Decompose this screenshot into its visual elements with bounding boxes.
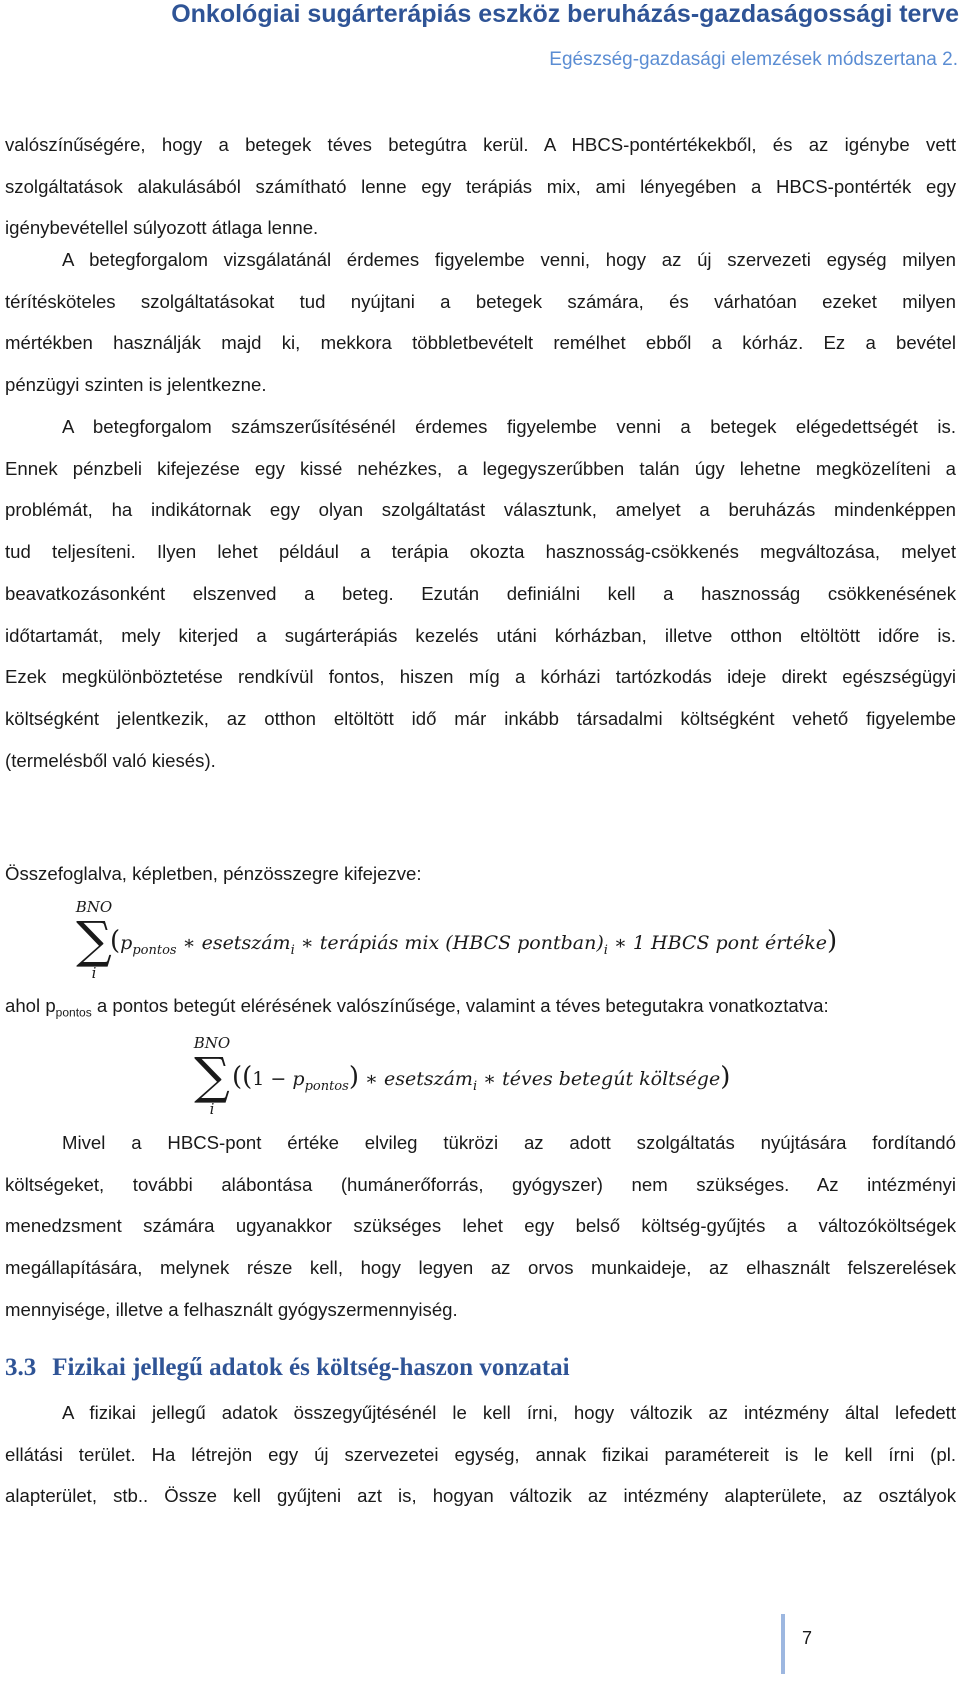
var-p: p bbox=[292, 1068, 305, 1090]
sum-lower-limit: i bbox=[209, 1100, 215, 1118]
subscript-i: i bbox=[472, 1078, 478, 1094]
paragraph-1 bbox=[5, 124, 956, 249]
subscript-i: i bbox=[603, 942, 608, 958]
sigma-glyph: ∑ bbox=[194, 1047, 230, 1105]
paragraph-3 bbox=[5, 406, 956, 781]
text-line: (termelésből való kiesés). bbox=[5, 749, 216, 771]
text-line: valószínűségére, hogy a betegek téves betegútra kerül. A HBCS-pontértékekből, és az igénybe vett bbox=[5, 134, 956, 155]
ahol-line bbox=[5, 995, 829, 1020]
text-line: térítésköteles szolgáltatásokat tud nyújtani a betegek számára, és várhatóan ezeket milyen bbox=[5, 290, 956, 312]
term-one-minus: 1 − bbox=[252, 1068, 293, 1090]
section-heading bbox=[5, 1354, 570, 1382]
close-paren: ) bbox=[826, 926, 838, 956]
term-terapias-mix: ∗ terápiás mix (HBCS pontban) bbox=[294, 932, 604, 954]
text-line: A betegforgalom vizsgálatánál érdemes figyelembe venni, hogy az új szervezeti egység milyen bbox=[62, 249, 956, 270]
term-esetszam: ∗ esetszám bbox=[176, 932, 291, 954]
text-line: Ennek pénzbeli kifejezése egy kissé nehézkes, a legegyszerűbben talán úgy lehetne megközelíteni a bbox=[5, 457, 956, 479]
subscript-pontos: pontos bbox=[132, 942, 177, 958]
section-number: 3.3 bbox=[5, 1354, 37, 1381]
text-line: tud teljesíteni. Ilyen lehet például a terápia okozta hasznosság-csökkenés megváltozása, melyet bbox=[5, 541, 956, 563]
text-line: költségeket, további alábontása (humánerőforrás, gyógyszer) nem szükséges. Az intézményi bbox=[5, 1173, 956, 1195]
close-paren-inner: ) bbox=[348, 1062, 359, 1092]
text-line: A fizikai jellegű adatok összegyűjtésénél le kell írni, hogy változik az intézmény által lefedett bbox=[62, 1402, 956, 1423]
text-line: Ezek megkülönböztetése rendkívül fontos, hiszen míg a kórházi tartózkodás ideje direkt egészségügyi bbox=[5, 666, 956, 688]
paragraph-5 bbox=[5, 1392, 956, 1517]
text-line: költségként jelentkezik, az otthon eltöltött idő már inkább társadalmi költségként vehető figyelembe bbox=[5, 707, 956, 729]
subscript-pontos: pontos bbox=[304, 1078, 349, 1094]
text-line: problémát, ha indikátornak egy olyan szolgáltatást választunk, amelyet a beruházás mindenképpen bbox=[5, 499, 956, 521]
sum-upper-limit: BNO bbox=[193, 1034, 231, 1052]
summation-symbol bbox=[190, 1034, 234, 1118]
text-line: pénzügyi szinten is jelentkezne. bbox=[5, 374, 267, 396]
sigma-glyph: ∑ bbox=[76, 911, 112, 969]
text-line: Összefoglalva, képletben, pénzösszegre kifejezve: bbox=[5, 863, 422, 884]
text-line: alapterület, stb.. Össze kell gyűjteni azt is, hogyan változik az intézmény alapterülete, az osztályok bbox=[5, 1485, 956, 1507]
text-line: beavatkozásonként elszenved a beteg. Ezután definiálni kell a hasznosság csökkenésének bbox=[5, 582, 956, 604]
ahol-text: ahol p bbox=[5, 995, 56, 1016]
text-line: ellátási terület. Ha létrejön egy új szervezetei egység, annak fizikai paramétereit is le kell írni (pl. bbox=[5, 1443, 956, 1465]
text-line: mennyisége, illetve a felhasznált gyógyszermennyiség. bbox=[5, 1298, 458, 1320]
text-line: menedzsment számára ugyanakkor szükséges lehet egy belső költség-gyűjtés a változóköltségek bbox=[5, 1215, 956, 1237]
formula-1-expression bbox=[110, 926, 837, 958]
sum-upper-limit: BNO bbox=[75, 898, 113, 916]
text-line: igénybevétellel súlyozott átlaga lenne. bbox=[5, 217, 319, 239]
text-line: megállapítására, melynek része kell, hogy legyen az orvos munkaideje, az elhasznált felszerelések bbox=[5, 1257, 956, 1279]
ahol-text-rest: a pontos betegút elérésének valószínűsége, valamint a téves betegutakra vonatkoztatva: bbox=[91, 995, 829, 1016]
subscript-i: i bbox=[290, 942, 295, 958]
header-subtitle: Egészség-gazdasági elemzések módszertana 2. bbox=[549, 49, 958, 70]
section-title: Fizikai jellegű adatok és költség-haszon vonzatai bbox=[52, 1354, 570, 1381]
close-paren: ) bbox=[720, 1062, 731, 1092]
header-title: Onkológiai sugárterápiás eszköz beruházás-gazdaságossági terve bbox=[171, 0, 959, 28]
page-number-box bbox=[781, 1614, 825, 1674]
open-paren: (( bbox=[232, 1062, 253, 1092]
sum-lower-limit: i bbox=[91, 964, 97, 982]
text-line: mértékben használják majd ki, mekkora többletbevételt remélhet ebből a kórház. Ez a bevétel bbox=[5, 332, 956, 354]
text-line: Mivel a HBCS-pont értéke elvileg tükrözi az adott szolgáltatás nyújtására fordítandó bbox=[62, 1132, 956, 1153]
text-line: A betegforgalom számszerűsítésénél érdemes figyelembe venni a betegek elégedettségét is. bbox=[62, 416, 956, 437]
text-line: szolgáltatások alakulásából számítható lenne egy terápiás mix, ami lényegében a HBCS-pontérték egy bbox=[5, 175, 956, 197]
term-hbcs-pont: ∗ 1 HBCS pont értéke bbox=[607, 932, 827, 954]
summary-line bbox=[5, 853, 956, 895]
text-line: időtartamát, mely kiterjed a sugárterápiás kezelés utáni kórházban, illetve otthon eltöltött időre is. bbox=[5, 624, 956, 646]
paragraph-4 bbox=[5, 1122, 956, 1331]
term-esetszam: ∗ esetszám bbox=[358, 1068, 473, 1090]
term-teves-betegut: ∗ téves betegút költsége bbox=[477, 1068, 721, 1090]
page-number: 7 bbox=[802, 1628, 813, 1648]
var-p: p bbox=[120, 932, 133, 954]
open-paren: ( bbox=[110, 926, 121, 956]
paragraph-2 bbox=[5, 239, 956, 406]
ahol-subscript: pontos bbox=[55, 1005, 92, 1020]
formula-2-expression bbox=[232, 1062, 730, 1094]
